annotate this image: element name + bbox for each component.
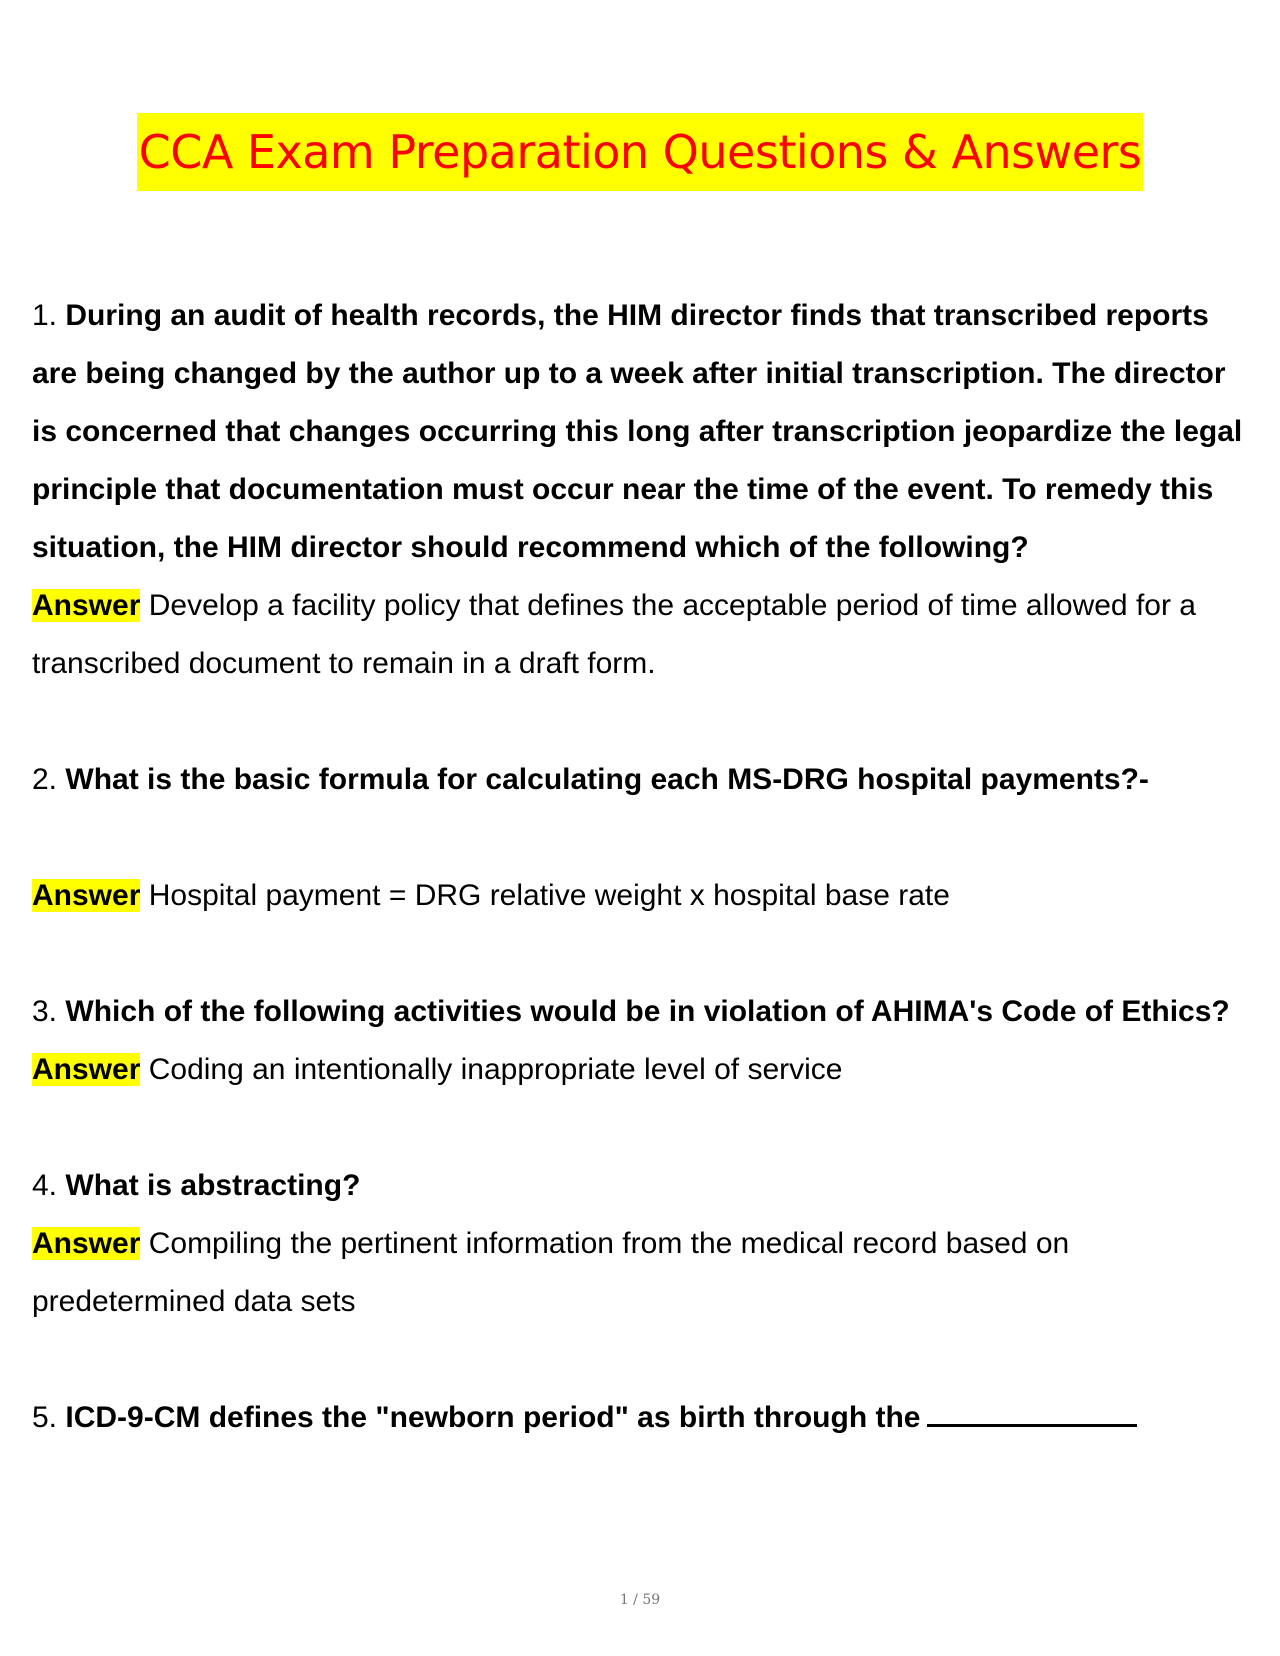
question-text [32,751,1256,809]
spacer [32,925,1256,983]
answer-text [32,867,1256,925]
answer: Develop a facility policy that defines the acceptable period of time allowed for a transcribed document to remain in a draft form. [32,589,1196,680]
answer: Hospital payment = DRG relative weight x hospital base rate [148,879,950,912]
answer-label: Answer [32,589,141,622]
question-number: 5. [32,1401,58,1434]
title-container [0,113,1280,191]
question-number: 4. [32,1169,58,1202]
spacer [32,1099,1256,1157]
question: What is the basic formula for calculating each MS-DRG hospital payments?- [65,763,1149,796]
answer-text [32,577,1256,693]
fill-in-blank [927,1396,1137,1427]
qa-item [32,751,1256,925]
spacer [32,809,1256,867]
answer-text [32,1215,1256,1331]
question-text [32,1157,1256,1215]
question: ICD-9-CM defines the "newborn period" as birth through the [65,1401,921,1434]
page-indicator: 1 / 59 [619,1592,661,1608]
answer-label: Answer [32,879,141,912]
question-number: 2. [32,763,58,796]
question-text [32,1389,1256,1447]
answer: Coding an intentionally inappropriate level of service [148,1053,843,1086]
qa-item [32,1157,1256,1331]
spacer [32,693,1256,751]
answer-label: Answer [32,1053,141,1086]
question: During an audit of health records, the HIM director finds that transcribed reports are being changed by the author up to a week after initial transcription. The director is concerned that changes occurring this long after transcription jeopardize the legal principle that documentation must occur near the time of the event. To remedy this situation, the HIM director should recommend which of the following? [32,299,1243,564]
qa-item [32,1389,1256,1447]
question-text [32,287,1256,577]
question-number: 3. [32,995,58,1028]
spacer [32,1331,1256,1389]
qa-item [32,287,1256,693]
question-text [32,983,1256,1041]
answer-text [32,1041,1256,1099]
answer-label: Answer [32,1227,141,1260]
question: What is abstracting? [65,1169,361,1202]
qa-item [32,983,1256,1099]
answer: Compiling the pertinent information from the medical record based on predetermined data sets [32,1227,1070,1318]
qa-list [32,287,1256,1447]
question: Which of the following activities would be in violation of AHIMA's Code of Ethics? [65,995,1230,1028]
question-number: 1. [32,299,58,332]
document-title: CCA Exam Preparation Questions & Answers [137,113,1144,191]
